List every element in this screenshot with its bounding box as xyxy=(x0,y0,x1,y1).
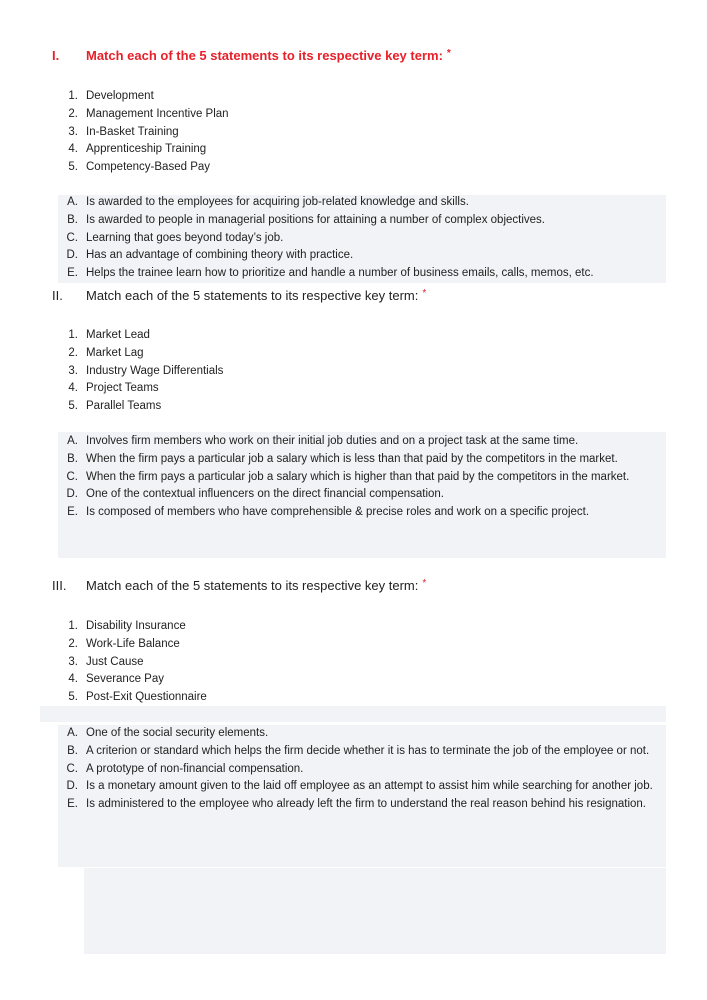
list-item: D. Has an advantage of combining theory with practice. xyxy=(66,249,354,262)
list-item: A. One of the social security elements. xyxy=(67,727,269,739)
answer-area-3c[interactable] xyxy=(84,868,666,954)
list-item: C. Learning that goes beyond today’s job. xyxy=(66,231,284,244)
required-asterisk: * xyxy=(422,288,427,299)
required-asterisk: * xyxy=(446,48,451,59)
list-item: B. When the firm pays a particular job a salary which is less than that paid by the competitors in the market. xyxy=(67,452,618,465)
answer-area-3a xyxy=(40,706,666,722)
question-2-definitions xyxy=(62,433,662,522)
question-3-title: Match each of the 5 statements to its respective key term: * xyxy=(86,578,427,593)
required-asterisk: * xyxy=(422,578,427,589)
list-item: B. A criterion or standard which helps the firm decide whether it is has to terminate the job of the employee or not. xyxy=(67,744,650,757)
list-item: E. Is administered to the employee who already left the firm to understand the real reason behind his resignation. xyxy=(67,798,646,811)
list-item: D. Is a monetary amount given to the laid off employee as an attempt to assist him while searching for another job. xyxy=(66,780,653,793)
question-1-number: I. xyxy=(52,48,60,63)
list-item: B. Is awarded to people in managerial positions for attaining a number of complex objectives. xyxy=(67,213,545,226)
list-item: A. Involves firm members who work on their initial job duties and on a project task at the same time. xyxy=(67,435,579,447)
question-3-definitions xyxy=(62,725,662,814)
list-item: C. When the firm pays a particular job a salary which is higher than that paid by the competitors in the market. xyxy=(66,470,630,483)
question-1-title: Match each of the 5 statements to its respective key term: * xyxy=(86,48,451,63)
question-2-number: II. xyxy=(52,288,63,303)
list-item: E. Helps the trainee learn how to prioritize and handle a number of business emails, calls, memos, etc. xyxy=(67,267,594,280)
list-item: E. Is composed of members who have comprehensible & precise roles and work on a specific project. xyxy=(67,506,590,519)
list-item: C. A prototype of non-financial compensation. xyxy=(66,762,304,775)
question-3-number: III. xyxy=(52,578,67,593)
question-1-definitions xyxy=(62,194,662,283)
list-item: A. Is awarded to the employees for acquiring job-related knowledge and skills. xyxy=(67,196,469,208)
question-2-title: Match each of the 5 statements to its respective key term: * xyxy=(86,288,427,303)
list-item: D. One of the contextual influencers on the direct financial compensation. xyxy=(66,488,444,501)
